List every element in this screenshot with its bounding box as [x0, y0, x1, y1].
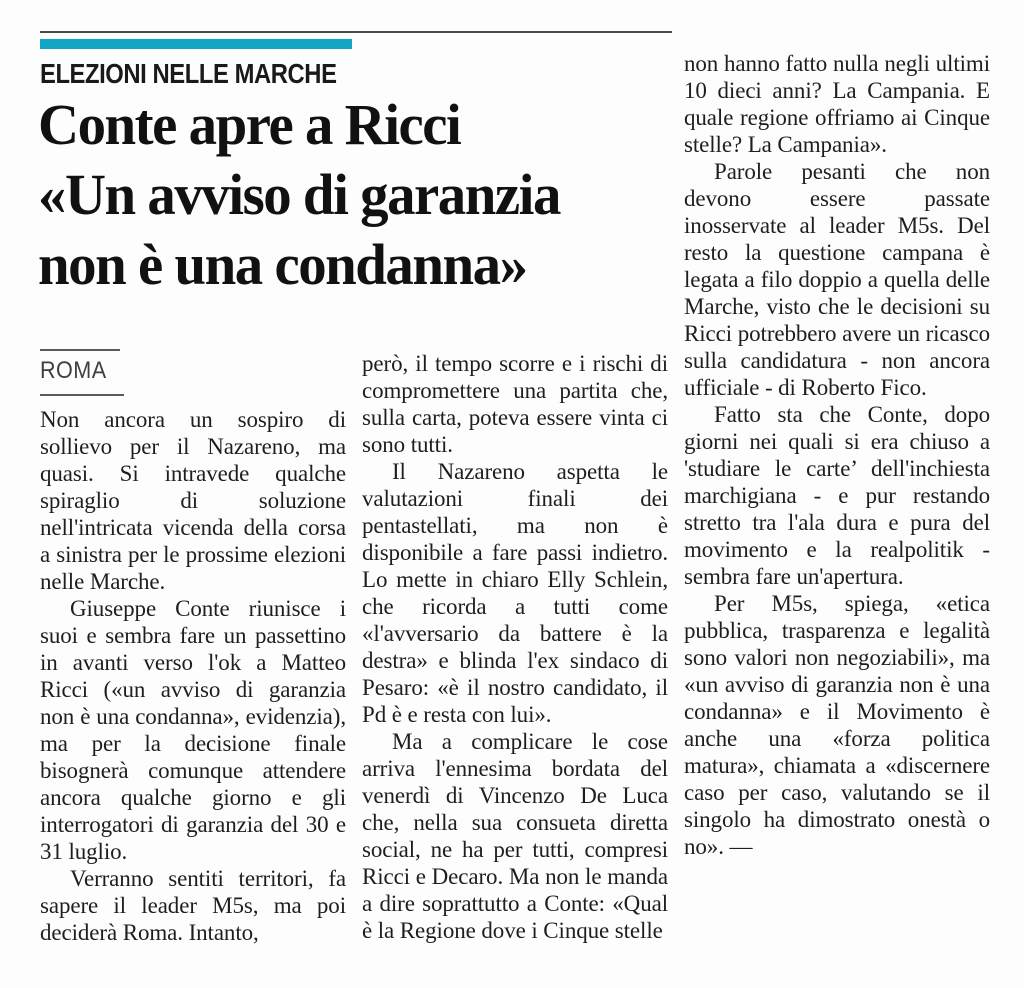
dateline-label: ROMA	[40, 357, 107, 384]
article-paragraph: non hanno fatto nulla negli ultimi 10 dieci anni? La Campania. E quale regione offriamo ai Cinque stelle? La Campania».	[684, 51, 990, 157]
article-paragraph: Verranno sentiti territori, fa sapere il leader M5s, ma poi deciderà Roma. Intanto,	[40, 866, 346, 945]
article-paragraph: Ma a complicare le cose arriva l'ennesima bordata del venerdì di Vincenzo De Luca che, nella sua consueta diretta social, ne ha per tutti, compresi Ricci e Decaro. Ma non le manda a dire soprattutto a Conte: «Qual è la Regione dove i Cinque stelle	[362, 729, 668, 943]
dateline-rule-top	[40, 349, 120, 351]
article-column-2	[362, 350, 668, 944]
article-paragraph: Il Nazareno aspetta le valutazioni finali dei pentastellati, ma non è disponibile a fare passi indietro. Lo mette in chiaro Elly Schlein, che ricorda a tutti come «l'avversario da battere è la destra» e blinda l'ex sindaco di Pesaro: «è il nostro candidato, il Pd è e resta con lui».	[362, 459, 668, 727]
headline-line: non è una condanna»	[38, 232, 527, 297]
section-accent-bar	[40, 39, 352, 49]
article-headline	[38, 90, 685, 300]
article-paragraph: Parole pesanti che non devono essere passate inosservate al leader M5s. Del resto la questione campana è legata a filo doppio a quella delle Marche, visto che le decisioni su Ricci potrebbero avere un ricasco sulla candidatura - non ancora ufficiale - di Roberto Fico.	[684, 159, 990, 400]
article-paragraph: però, il tempo scorre e i rischi di compromettere una partita che, sulla carta, poteva essere vinta ci sono tutti.	[362, 351, 668, 457]
dateline-rule-bottom	[40, 394, 124, 396]
top-horizontal-rule	[40, 31, 672, 33]
article-column-1	[40, 406, 346, 946]
headline-line: Conte apre a Ricci	[38, 92, 461, 157]
dateline-block	[40, 349, 160, 396]
article-paragraph: Fatto sta che Conte, dopo giorni nei quali si era chiuso a 'studiare le carte’ dell'inchiesta marchigiana - e pur restando stretto tra l'ala dura e pura del movimento e la realpolitik - sembra fare un'apertura.	[684, 402, 990, 589]
article-paragraph: Per M5s, spiega, «etica pubblica, trasparenza e legalità sono valori non negoziabili», ma «un avviso di garanzia non è una condanna» e il Movimento è anche una «forza politica matura», chiamata a «discernere caso per caso, valutando se il singolo ha dimostrato onestà o no». —	[684, 591, 990, 859]
section-kicker: ELEZIONI NELLE MARCHE	[40, 58, 337, 89]
article-paragraph: Non ancora un sospiro di sollievo per il Nazareno, ma quasi. Si intravede qualche spiraglio di soluzione nell'intricata vicenda della corsa a sinistra per le prossime elezioni nelle Marche.	[40, 407, 346, 594]
article-paragraph: Giuseppe Conte riunisce i suoi e sembra fare un passettino in avanti verso l'ok a Matteo Ricci («un avviso di garanzia non è una condanna», evidenzia), ma per la decisione finale bisognerà comunque attendere ancora qualche giorno e gli interrogatori di garanzia del 30 e 31 luglio.	[40, 596, 346, 864]
article-column-3	[684, 50, 990, 860]
headline-line: «Un avviso di garanzia	[38, 162, 560, 227]
